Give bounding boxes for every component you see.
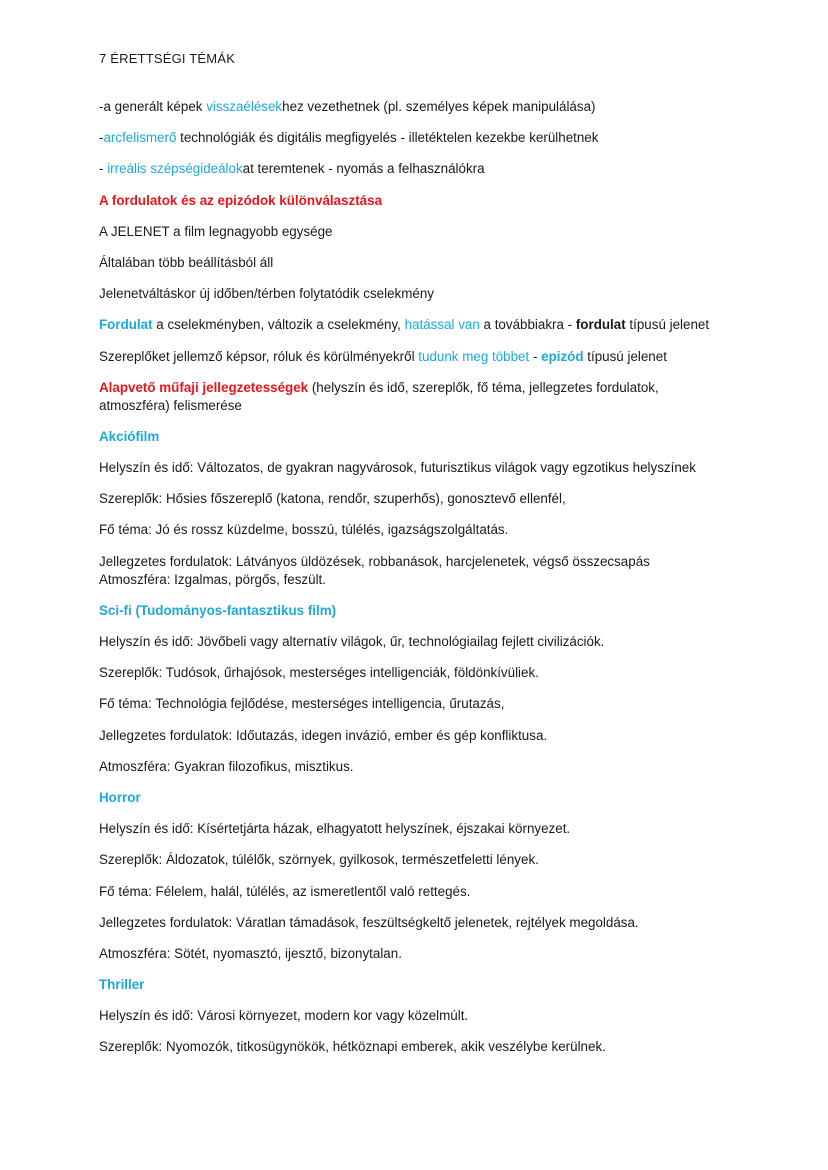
text-run: a továbbiakra - [479,317,576,333]
highlight-term: irreális szépségideálok [107,161,243,177]
paragraph-line [99,348,739,366]
text-run: hez vezethetnek (pl. személyes képek manipulálása) [282,99,596,114]
text-run: atmoszféra) felismerése [99,397,242,413]
highlight-term: epizód [541,348,584,364]
genre-place: Helyszín és idő: Jövőbeli vagy alternatív világok, űr, technológiailag fejlett civilizációk. [99,634,605,649]
highlight-term: hatással van [404,317,480,333]
genre-mood: Atmoszféra: Gyakran filozofikus, misztikus. [99,758,354,774]
paragraph-line [99,379,739,415]
genre-mood: Atmoszféra: Sötét, nyomasztó, ijesztő, bizonytalan. [99,945,402,961]
genre-heading-scifi: Sci-fi (Tudományos-fantasztikus film) [99,602,337,618]
genre-theme: Fő téma: Technológia fejlődése, mesterséges intelligencia, űrutazás, [99,696,505,712]
highlight-term: Fordulat [99,317,153,333]
genre-heading-action: Akciófilm [99,428,160,444]
text-run: típusú jelenet [625,317,710,333]
highlight-term: visszaélések [206,99,283,114]
genre-heading-thriller: Thriller [99,977,145,993]
genre-place: Helyszín és idő: Városi környezet, modern kor vagy közelmúlt. [99,1008,469,1024]
section-heading: A fordulatok és az epizódok különválasztása [99,192,383,208]
text-run: - [99,130,104,146]
paragraph-line [99,129,739,147]
paragraph-line: Jelenetváltáskor új időben/térben folytatódik cselekmény [99,286,434,302]
genre-place: Helyszín és idő: Kísértetjárta házak, elhagyatott helyszínek, éjszakai környezet. [99,821,571,837]
genre-characters: Szereplők: Áldozatok, túlélők, szörnyek, gyilkosok, természetfeletti lények. [99,852,539,868]
text-run: -a generált képek [99,99,207,114]
highlight-term: tudunk meg többet [418,348,530,364]
text-run: at teremtenek - nyomás a felhasználókra [242,161,485,177]
page-header: 7 ÉRETTSÉGI TÉMÁK [99,51,236,66]
genre-turns: Jellegzetes fordulatok: Időutazás, idegen invázió, ember és gép konfliktusa. [99,727,548,743]
genre-heading-horror: Horror [99,789,141,805]
paragraph-line: Általában több beállításból áll [99,254,274,270]
highlight-term: arcfelismerő [103,130,177,146]
genre-turns: Jellegzetes fordulatok: Látványos üldözések, robbanások, harcjelenetek, végső összecsapás [99,553,650,569]
text-run: a cselekményben, változik a cselekmény, [152,317,405,333]
genre-place: Helyszín és idő: Változatos, de gyakran nagyvárosok, futurisztikus világok vagy egzotikus helyszínek [99,460,696,476]
bold-term: fordulat [575,317,626,333]
text-run: - [99,161,108,177]
genre-characters: Szereplők: Nyomozók, titkosügynökök, hétköznapi emberek, akik veszélybe kerülnek. [99,1039,606,1055]
paragraph-line: A JELENET a film legnagyobb egysége [99,223,333,239]
genre-characters: Szereplők: Hősies főszereplő (katona, rendőr, szuperhős), gonosztevő ellenfél, [99,491,566,507]
genre-theme: Fő téma: Félelem, halál, túlélés, az ismeretlentől való rettegés. [99,883,471,899]
genre-characters: Szereplők: Tudósok, űrhajósok, mesterséges intelligenciák, földönkívüliek. [99,665,539,681]
paragraph-line [99,98,739,116]
genre-mood: Atmoszféra: Izgalmas, pörgős, feszült. [99,571,326,587]
text-run: Szereplőket jellemző képsor, róluk és körülményekről [99,348,419,364]
genre-turns: Jellegzetes fordulatok: Váratlan támadások, feszültségkeltő jelenetek, rejtélyek megoldása. [99,914,639,930]
text-run: - [529,348,542,364]
text-run: (helyszín és idő, szereplők, fő téma, jellegzetes fordulatok, [308,379,659,395]
text-run: technológiák és digitális megfigyelés - illetéktelen kezekbe kerülhetnek [176,130,599,146]
document-body [99,98,739,1070]
genre-theme: Fő téma: Jó és rossz küzdelme, bosszú, túlélés, igazságszolgáltatás. [99,522,509,538]
text-run: típusú jelenet [583,348,667,364]
paragraph-line [99,316,739,334]
paragraph-line [99,160,739,178]
highlight-term: Alapvető műfaji jellegzetességek [99,379,309,395]
